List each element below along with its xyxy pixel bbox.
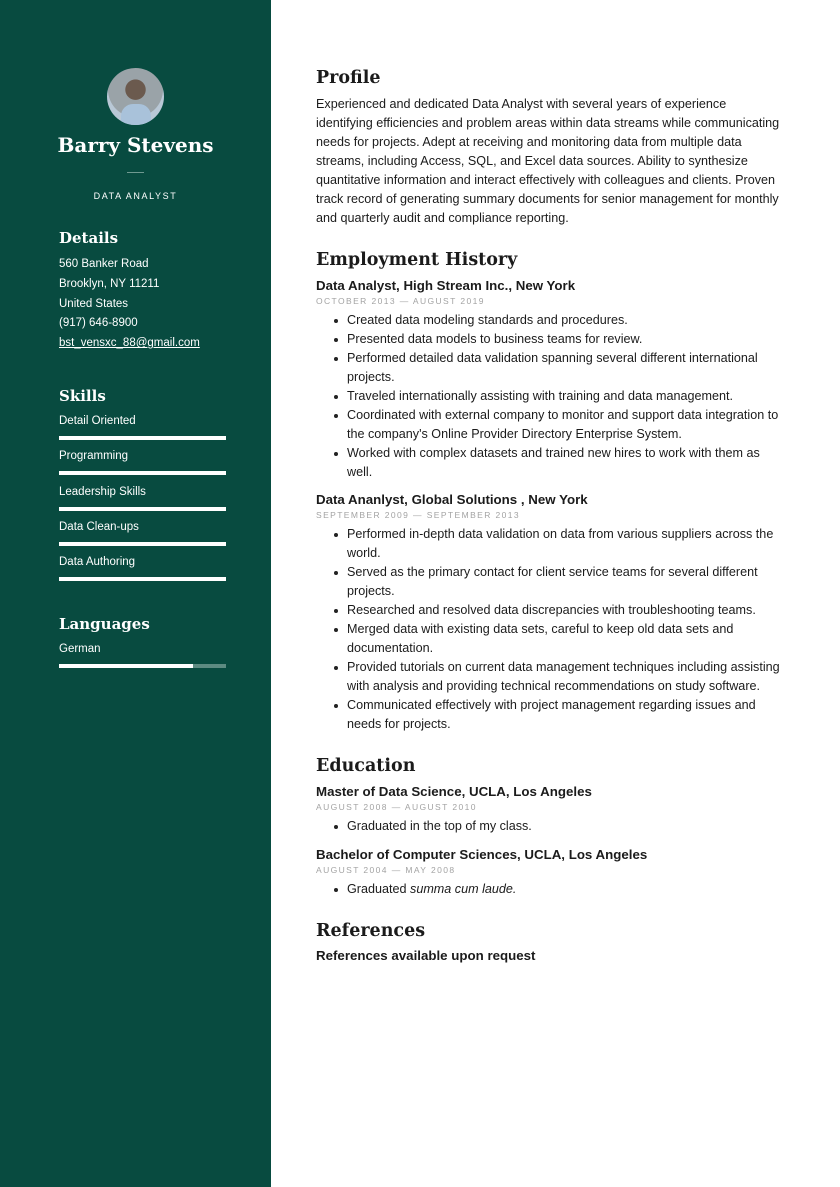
skill-item bbox=[59, 519, 226, 554]
employment-heading: Employment History bbox=[316, 250, 518, 270]
education-title: Master of Data Science, UCLA, Los Angeles bbox=[316, 784, 592, 799]
job-bullet: Created data modeling standards and procedures. bbox=[347, 311, 786, 330]
bullet-italic-text: summa cum laude. bbox=[410, 882, 517, 896]
skill-item bbox=[59, 448, 226, 483]
education-dates: AUGUST 2004 — MAY 2008 bbox=[316, 865, 456, 875]
bullet-text: Graduated bbox=[347, 882, 411, 896]
job-bullet: Performed detailed data validation spanning several different international projects. bbox=[347, 349, 786, 387]
job-bullet: Researched and resolved data discrepancies with troubleshooting teams. bbox=[347, 601, 786, 620]
skill-item bbox=[59, 413, 226, 448]
email-link[interactable]: bst_vensxc_88@gmail.com bbox=[59, 337, 200, 350]
education-title: Bachelor of Computer Sciences, UCLA, Los Angeles bbox=[316, 847, 648, 862]
sidebar bbox=[0, 0, 271, 1187]
job-bullet: Performed in-depth data validation on data from various suppliers across the world. bbox=[347, 525, 786, 563]
skill-item-level-bar bbox=[59, 436, 226, 440]
skill-item-label: Detail Oriented bbox=[59, 415, 136, 427]
skill-item bbox=[59, 484, 226, 519]
job-role: DATA ANALYST bbox=[93, 191, 178, 201]
skill-item-level-fill bbox=[59, 577, 226, 581]
skill-item-label: Data Clean-ups bbox=[59, 520, 139, 533]
job-dates: SEPTEMBER 2009 — SEPTEMBER 2013 bbox=[316, 510, 521, 520]
education-heading: Education bbox=[316, 756, 416, 776]
city-line: Brooklyn, NY 11211 bbox=[59, 277, 160, 290]
job-bullet: Served as the primary contact for client service teams for several different projects. bbox=[347, 563, 786, 601]
job-title: Data Analyst, High Stream Inc., New York bbox=[316, 278, 576, 293]
profile-section bbox=[316, 68, 786, 228]
divider bbox=[127, 172, 144, 173]
job-bullet: Provided tutorials on current data management techniques including assisting with analysis and providing technical recommendations on study software. bbox=[347, 658, 786, 696]
skill-item-level-bar bbox=[59, 577, 226, 581]
languages-section bbox=[59, 615, 226, 676]
job-bullet: Coordinated with external company to monitor and support data integration to the company's Online Provider Directory Enterprise System. bbox=[347, 406, 786, 444]
phone: (917) 646-8900 bbox=[59, 317, 138, 330]
main-content bbox=[316, 68, 786, 985]
skill-item-level-bar bbox=[59, 507, 226, 511]
education-dates: AUGUST 2008 — AUGUST 2010 bbox=[316, 802, 477, 812]
candidate-name: Barry Stevens bbox=[57, 133, 214, 157]
details-section bbox=[59, 229, 226, 354]
skills-heading: Skills bbox=[59, 387, 106, 405]
country-line: United States bbox=[59, 297, 129, 310]
employment-section bbox=[316, 250, 786, 734]
details-heading: Details bbox=[59, 229, 119, 247]
job-bullet: Presented data models to business teams for review. bbox=[347, 330, 786, 349]
skill-item-level-bar bbox=[59, 542, 226, 546]
skills-section bbox=[59, 387, 226, 589]
skill-item-label: Data Authoring bbox=[59, 556, 136, 569]
skill-item-label: Leadership Skills bbox=[59, 485, 146, 498]
job-title: Data Ananlyst, Global Solutions , New York bbox=[316, 492, 588, 507]
education-section bbox=[316, 756, 786, 899]
avatar bbox=[107, 68, 164, 125]
address-line: 560 Banker Road bbox=[59, 258, 149, 270]
references-section bbox=[316, 921, 786, 963]
skill-item bbox=[59, 554, 226, 589]
profile-text: Experienced and dedicated Data Analyst with several years of experience identifying efficiencies and problem areas within data streams while communicating needs for projects. Adept at receiving and monitoring data from multiple data streams, including Access, SQL, and Excel data sources. Ability to synthesize quantitative information and interact effectively with colleagues and clients. Proven track record of generating summary documents for senior management for monthly and quarterly audit and compliance reporting. bbox=[316, 97, 780, 225]
skill-item-level-fill bbox=[59, 436, 226, 440]
skill-item-level-fill bbox=[59, 471, 226, 475]
skill-item-level-bar bbox=[59, 471, 226, 475]
references-text: References available upon request bbox=[316, 948, 536, 963]
skill-item-label: Programming bbox=[59, 450, 129, 463]
job-bullet: Traveled internationally assisting with training and data management. bbox=[347, 387, 786, 406]
language-item-level-fill bbox=[59, 664, 193, 668]
job-dates: OCTOBER 2013 — AUGUST 2019 bbox=[316, 296, 485, 306]
job-bullet: Communicated effectively with project management regarding issues and needs for projects. bbox=[347, 696, 786, 734]
skill-item-level-fill bbox=[59, 542, 226, 546]
job-entry bbox=[316, 491, 786, 734]
profile-heading: Profile bbox=[316, 68, 381, 88]
references-heading: References bbox=[316, 921, 426, 941]
languages-heading: Languages bbox=[59, 615, 150, 633]
education-bullet: Graduated in the top of my class. bbox=[347, 817, 786, 836]
language-item bbox=[59, 641, 226, 676]
job-bullet: Merged data with existing data sets, careful to keep old data sets and documentation. bbox=[347, 620, 786, 658]
job-entry bbox=[316, 277, 786, 482]
language-item-level-bar bbox=[59, 664, 226, 668]
education-bullet bbox=[347, 880, 786, 899]
job-bullet: Worked with complex datasets and trained new hires to work with them as well. bbox=[347, 444, 786, 482]
skill-item-level-fill bbox=[59, 507, 226, 511]
language-item-label: German bbox=[59, 643, 101, 655]
